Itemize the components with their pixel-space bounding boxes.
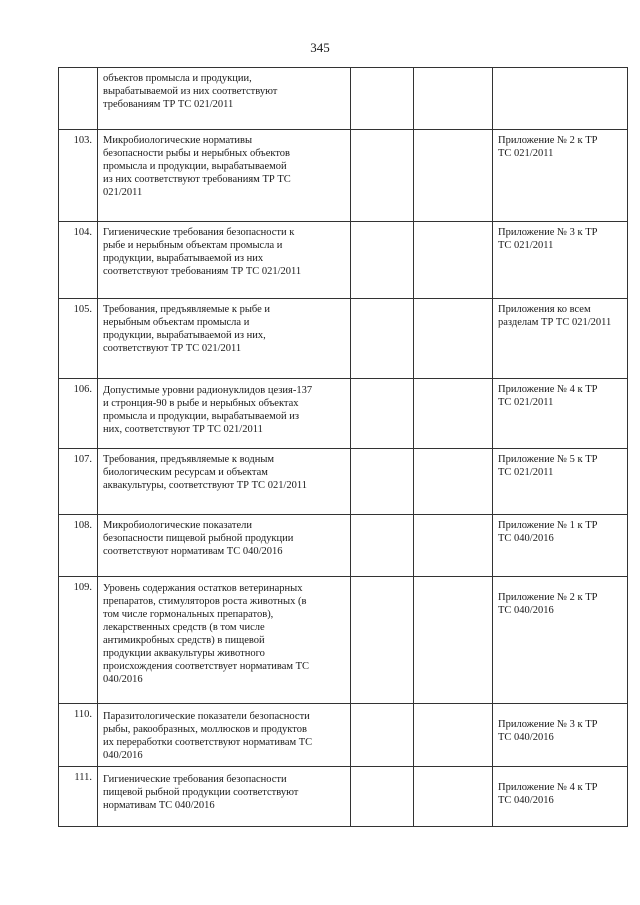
empty-cell — [351, 379, 414, 449]
table-row — [59, 130, 628, 222]
empty-cell — [414, 299, 493, 379]
empty-cell — [351, 299, 414, 379]
requirement-text: Микробиологические показатели безопасности пищевой рыбной продукции соответствуют нормативам ТС 040/2016 — [98, 515, 351, 577]
row-number: 106. — [59, 379, 98, 449]
requirements-table — [58, 67, 628, 827]
reference-text: Приложение № 2 к ТР ТС 021/2011 — [493, 130, 628, 222]
table-row — [59, 379, 628, 449]
empty-cell — [414, 767, 493, 827]
reference-text: Приложение № 3 к ТР ТС 021/2011 — [493, 222, 628, 299]
requirement-text: Уровень содержания остатков ветеринарных препаратов, стимуляторов роста животных (в том числе гормональных препаратов), лекарственных средств (в том числе антимикробных средств) в пищевой продукции аквакультуры животного происхождения соответствует нормативам ТС 040/2016 — [98, 577, 351, 704]
reference-text: Приложения ко всем разделам ТР ТС 021/2011 — [493, 299, 628, 379]
reference-text: Приложение № 4 к ТР ТС 040/2016 — [493, 767, 628, 827]
empty-cell — [351, 767, 414, 827]
row-number: 105. — [59, 299, 98, 379]
requirement-text: Гигиенические требования безопасности пищевой рыбной продукции соответствуют нормативам ТС 040/2016 — [98, 767, 351, 827]
empty-cell — [414, 222, 493, 299]
empty-cell — [351, 704, 414, 767]
reference-text: Приложение № 4 к ТР ТС 021/2011 — [493, 379, 628, 449]
row-number: 104. — [59, 222, 98, 299]
table-row — [59, 449, 628, 515]
empty-cell — [414, 577, 493, 704]
row-number: 109. — [59, 577, 98, 704]
empty-cell — [351, 515, 414, 577]
empty-cell — [414, 515, 493, 577]
page-number: 345 — [310, 40, 330, 55]
table-row — [59, 299, 628, 379]
row-number — [59, 68, 98, 130]
requirement-text: Допустимые уровни радионуклидов цезия-137 и стронция-90 в рыбе и нерыбных объектах промысла и продукции, вырабатываемой из них, соответствуют ТР ТС 021/2011 — [98, 379, 351, 449]
row-number: 111. — [59, 767, 98, 827]
empty-cell — [351, 222, 414, 299]
row-number: 103. — [59, 130, 98, 222]
reference-text: Приложение № 1 к ТР ТС 040/2016 — [493, 515, 628, 577]
row-number: 110. — [59, 704, 98, 767]
row-number: 108. — [59, 515, 98, 577]
requirement-text: объектов промысла и продукции, вырабатываемой из них соответствуют требованиям ТР ТС 021/2011 — [98, 68, 351, 130]
table-row — [59, 577, 628, 704]
table-row — [59, 515, 628, 577]
empty-cell — [351, 68, 414, 130]
reference-text — [493, 68, 628, 130]
requirement-text: Микробиологические нормативы безопасности рыбы и нерыбных объектов промысла и продукции, вырабатываемой из них соответствуют требованиям ТР ТС 021/2011 — [98, 130, 351, 222]
empty-cell — [414, 130, 493, 222]
empty-cell — [414, 704, 493, 767]
empty-cell — [414, 68, 493, 130]
requirement-text: Требования, предъявляемые к водным биологическим ресурсам и объектам аквакультуры, соответствуют ТР ТС 021/2011 — [98, 449, 351, 515]
empty-cell — [351, 577, 414, 704]
empty-cell — [351, 449, 414, 515]
requirement-text: Требования, предъявляемые к рыбе и нерыбным объектам промысла и продукции, вырабатываемой из них, соответствуют ТР ТС 021/2011 — [98, 299, 351, 379]
empty-cell — [414, 449, 493, 515]
reference-text: Приложение № 5 к ТР ТС 021/2011 — [493, 449, 628, 515]
empty-cell — [414, 379, 493, 449]
table-row — [59, 68, 628, 130]
reference-text: Приложение № 2 к ТР ТС 040/2016 — [493, 577, 628, 704]
table-row — [59, 222, 628, 299]
table-row — [59, 767, 628, 827]
reference-text: Приложение № 3 к ТР ТС 040/2016 — [493, 704, 628, 767]
empty-cell — [351, 130, 414, 222]
table-row — [59, 704, 628, 767]
row-number: 107. — [59, 449, 98, 515]
requirement-text: Гигиенические требования безопасности к рыбе и нерыбным объектам промысла и продукции, вырабатываемой из них соответствуют требованиям ТР ТС 021/2011 — [98, 222, 351, 299]
requirement-text: Паразитологические показатели безопасности рыбы, ракообразных, моллюсков и продуктов их переработки соответствуют нормативам ТС 040/2016 — [98, 704, 351, 767]
